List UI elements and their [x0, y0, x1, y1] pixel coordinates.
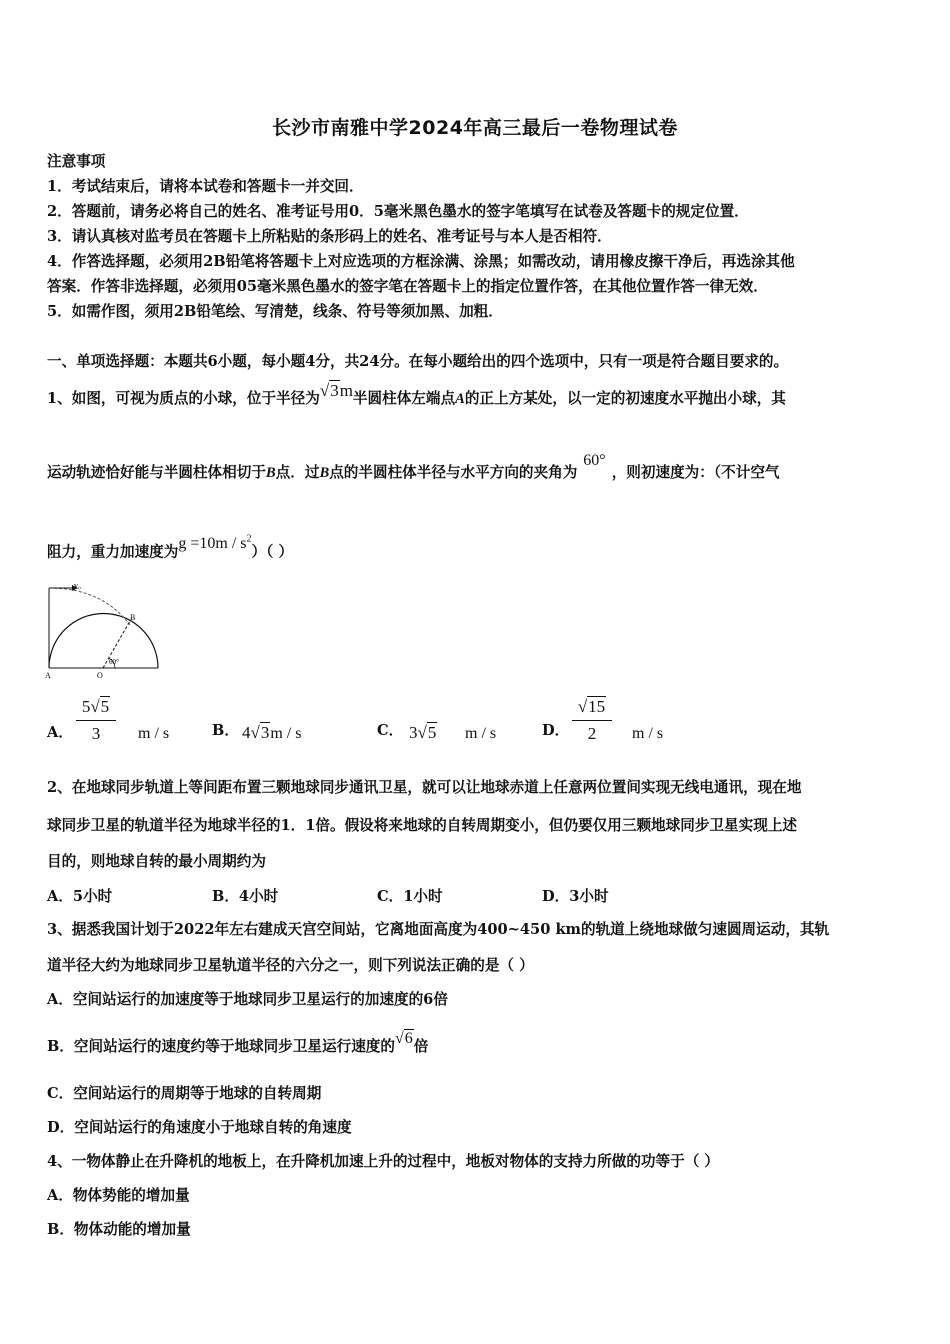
figure-label-b: B: [130, 613, 136, 622]
q3-line: 3、据悉我国计划于2022年左右建成天宫空间站，它离地面高度为400~450 km的轨道上绕地球做匀速圆周运动，其轨: [47, 921, 830, 938]
q1-option-b-label: B．: [212, 722, 239, 739]
q1-option-a-unit: m / s: [138, 725, 170, 742]
sqrt-sign: √3: [319, 381, 339, 400]
notice-item: 5．如需作图，须用2B铅笔绘、写清楚，线条、符号等须加黑、加粗．: [47, 303, 503, 320]
q3-option-a: A．空间站运行的加速度等于地球同步卫星运行的加速度的6倍: [47, 991, 448, 1008]
q1-option-b-value: 4√3m / s: [242, 723, 302, 742]
radius-value: √3m: [319, 381, 353, 400]
q2-option-a: A．5小时: [47, 888, 113, 905]
q3-option-b: B．空间站运行的速度约等于地球同步卫星运行速度的√6倍: [47, 1030, 429, 1055]
gravity-value: $g =10m / s^2$: [178, 534, 252, 553]
q3-line: 道半径大约为地球同步卫星轨道半径的六分之一，则下列说法正确的是（ ）: [47, 957, 534, 974]
figure-label-o: O: [97, 671, 103, 680]
q1-option-d-value: √15 2: [572, 697, 612, 744]
q2-line: 目的，则地球自转的最小周期约为: [47, 853, 266, 870]
figure-label-a: A: [45, 671, 51, 680]
q4-stem: 4、一物体静止在升降机的地板上，在升降机加速上升的过程中，地板对物体的支持力所做的功等于（ ）: [47, 1153, 719, 1170]
q1-option-d-unit: m / s: [632, 725, 664, 742]
notice-item: 4．作答选择题，必须用2B铅笔将答题卡上对应选项的方框涂满、涂黑；如需改动，请用橡皮擦干净后，再选涂其他: [47, 253, 795, 270]
point-a-label: A: [455, 391, 465, 407]
q2-option-b: B．4小时: [212, 888, 279, 905]
angle-value: 60°: [583, 452, 606, 469]
notice-item: 3．请认真核对监考员在答题卡上所粘贴的条形码上的姓名、准考证号与本人是否相符．: [47, 228, 612, 245]
q4-option-b: B．物体动能的增加量: [47, 1221, 191, 1238]
page-title: 长沙市南雅中学2024年高三最后一卷物理试卷: [272, 117, 678, 139]
q3-option-c: C．空间站运行的周期等于地球的自转周期: [47, 1085, 322, 1102]
q2-option-c: C．1小时: [377, 888, 443, 905]
q1-line1: 1、如图，可视为质点的小球，位于半径为√3m半圆柱体左端点A的正上方某处，以一定的初速度水平抛出小球，其: [47, 381, 786, 407]
q1-option-c-unit: m / s: [465, 725, 497, 742]
q1-option-a-value: 5√5 3: [76, 697, 116, 744]
q1-option-a-label: A．: [47, 724, 73, 741]
q1-line3: 阻力，重力加速度为$g =10m / s^2$）（ ）: [47, 534, 294, 561]
q1-option-c-value: 3√5: [409, 723, 437, 742]
q2-line: 球同步卫星的轨道半径为地球半径的1．1倍。假设将来地球的自转周期变小，但仍要仅用三颗地球同步卫星实现上述: [47, 817, 798, 834]
figure-label-v0: v₀: [74, 581, 81, 590]
figure-trajectory: [49, 588, 130, 625]
q4-option-a: A．物体势能的增加量: [47, 1187, 190, 1204]
notice-heading: 注意事项: [47, 153, 106, 170]
q2-line: 2、在地球同步轨道上等间距布置三颗地球同步通讯卫星，就可以让地球赤道上任意两位置间实现无线电通讯，现在地: [47, 779, 802, 796]
notice-item: 1．考试结束后，请将本试卷和答题卡一并交回．: [47, 178, 364, 195]
q1-figure: [42, 580, 167, 682]
figure-label-angle: 60°: [109, 658, 119, 666]
notice-item: 2．答题前，请务必将自己的姓名、准考证号用0．5毫米黑色墨水的签字笔填写在试卷及答题卡的规定位置．: [47, 203, 749, 220]
q1-text: 1、如图，可视为质点的小球，位于半径为: [47, 390, 320, 407]
notice-item: 答案．作答非选择题，必须用05毫米黑色墨水的签字笔在答题卡上的指定位置作答，在其他位置作答一律无效．: [47, 278, 768, 295]
figure-semicircle: [49, 614, 158, 669]
q1-option-d-label: D．: [542, 722, 570, 739]
sqrt-six: √6: [395, 1030, 413, 1047]
q1-line2: 运动轨迹恰好能与半圆柱体相切于B点．过B点的半圆柱体半径与水平方向的夹角为60°，则初速度为：（不计空气: [47, 452, 780, 481]
q3-option-d: D．空间站运行的角速度小于地球自转的角速度: [47, 1119, 352, 1136]
q1-option-c-label: C．: [377, 722, 404, 739]
q2-option-d: D．3小时: [542, 888, 609, 905]
section-heading: 一、单项选择题：本题共6小题，每小题4分，共24分。在每小题给出的四个选项中，只有一项是符合题目要求的。: [47, 353, 789, 370]
